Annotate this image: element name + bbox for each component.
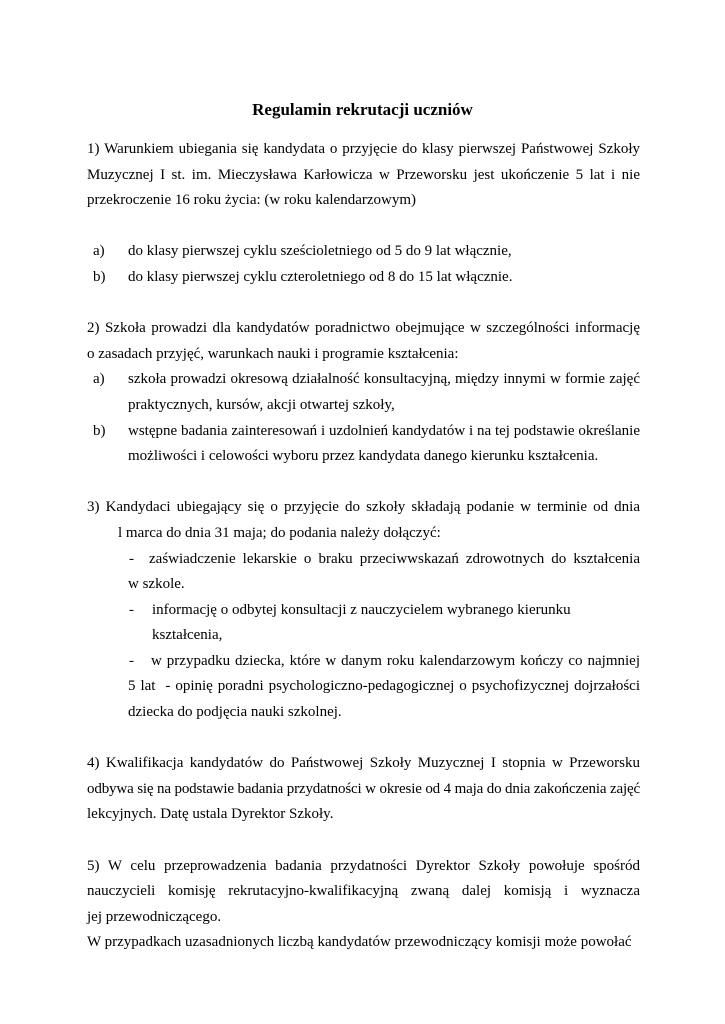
section-2 [87, 316, 640, 470]
section-5-line-2: nauczycieli komisję rekrutacyjno-kwalifikacyjną zwaną dalej komisją i wyznacza [87, 883, 640, 900]
section-2-item-a-line-2: praktycznych, kursów, akcji otwartej szkoły, [128, 396, 395, 413]
section-4 [87, 751, 640, 828]
section-2-item-a-line-1 [87, 367, 640, 393]
dash-marker: - [129, 652, 134, 669]
document-title: Regulamin rekrutacji uczniów [252, 100, 473, 120]
section-3-dash-3-line-3: dziecka do podjęcia nauki szkolnej. [128, 704, 342, 721]
section-4-line-3: lekcyjnych. Datę ustala Dyrektor Szkoły. [87, 806, 334, 823]
section-3-dash-1-line-2: w szkole. [128, 576, 185, 593]
section-3-dash-1-line-1 [87, 547, 640, 573]
section-5-line-3: jej przewodniczącego. [87, 908, 222, 925]
section-2-item-b-line-2: możliwości i celowości wyboru przez kandydata danego kierunku kształcenia. [128, 448, 599, 465]
section-1 [87, 137, 640, 291]
section-5 [87, 854, 640, 956]
section-2-line-2: o zasadach przyjęć, warunkach nauki i programie kształcenia: [87, 345, 459, 362]
section-3-line-1: 3) Kandydaci ubiegający się o przyjęcie do szkoły składają podanie w terminie od dnia [87, 499, 640, 516]
document-body [87, 137, 640, 956]
section-1-line-3: przekroczenie 16 roku życia: (w roku kalendarzowym) [87, 192, 417, 209]
dash-item-text: informację o odbytej konsultacji z nauczycielem wybranego kierunku kształcenia, [152, 601, 571, 644]
list-marker: b) [93, 268, 106, 285]
dash-item-text: zaświadczenie lekarskie o braku przeciwwskazań zdrowotnych do kształcenia [149, 550, 640, 567]
section-2-item-b-line-1 [87, 419, 640, 445]
section-3-dash-2-line-1 [87, 598, 640, 649]
list-item-text: wstępne badania zainteresowań i uzdolnień kandydatów i na tej podstawie określanie [128, 422, 640, 439]
section-1-line-2: Muzycznej I st. im. Mieczysława Karłowicza w Przeworsku jest ukończenie 5 lat i nie [87, 166, 640, 183]
list-item-text: do klasy pierwszej cyklu sześcioletniego od 5 do 9 lat włącznie, [128, 243, 512, 260]
list-item-text: szkoła prowadzi okresową działalność konsultacyjną, między innymi w formie zajęć [128, 371, 640, 388]
dash-marker: - [129, 601, 134, 618]
section-3-dash-3-line-2: 5 lat - opinię poradni psychologiczno-pedagogicznej o psychofizycznej dojrzałości [128, 678, 640, 695]
section-5-line-4: W przypadkach uzasadnionych liczbą kandydatów przewodniczący komisji może powołać [87, 934, 632, 951]
section-3-line-2: l marca do dnia 31 maja; do podania należy dołączyć: [118, 524, 441, 541]
section-3 [87, 495, 640, 725]
dash-item-text: w przypadku dziecka, które w danym roku kalendarzowym kończy co najmniej [151, 652, 640, 669]
section-4-line-1: 4) Kwalifikacja kandydatów do Państwowej Szkoły Muzycznej I stopnia w Przeworsku [87, 755, 640, 772]
section-2-line-1: 2) Szkoła prowadzi dla kandydatów poradnictwo obejmujące w szczególności informację [87, 320, 640, 337]
section-1-item-a [87, 239, 640, 265]
list-marker: a) [93, 243, 105, 260]
section-1-item-b [87, 265, 640, 291]
section-1-line-1: 1) Warunkiem ubiegania się kandydata o przyjęcie do klasy pierwszej Państwowej Szkoły [87, 141, 640, 157]
list-marker: a) [93, 371, 105, 388]
dash-marker: - [129, 550, 134, 567]
section-3-dash-3-line-1 [87, 649, 640, 675]
list-item-text: do klasy pierwszej cyklu czteroletniego od 8 do 15 lat włącznie. [128, 268, 513, 285]
section-4-line-2: odbywa się na podstawie badania przydatności w okresie od 4 maja do dnia zakończenia zajęć [87, 780, 640, 797]
list-marker: b) [93, 422, 106, 439]
section-5-line-1: 5) W celu przeprowadzenia badania przydatności Dyrektor Szkoły powołuje spośród [87, 857, 640, 874]
